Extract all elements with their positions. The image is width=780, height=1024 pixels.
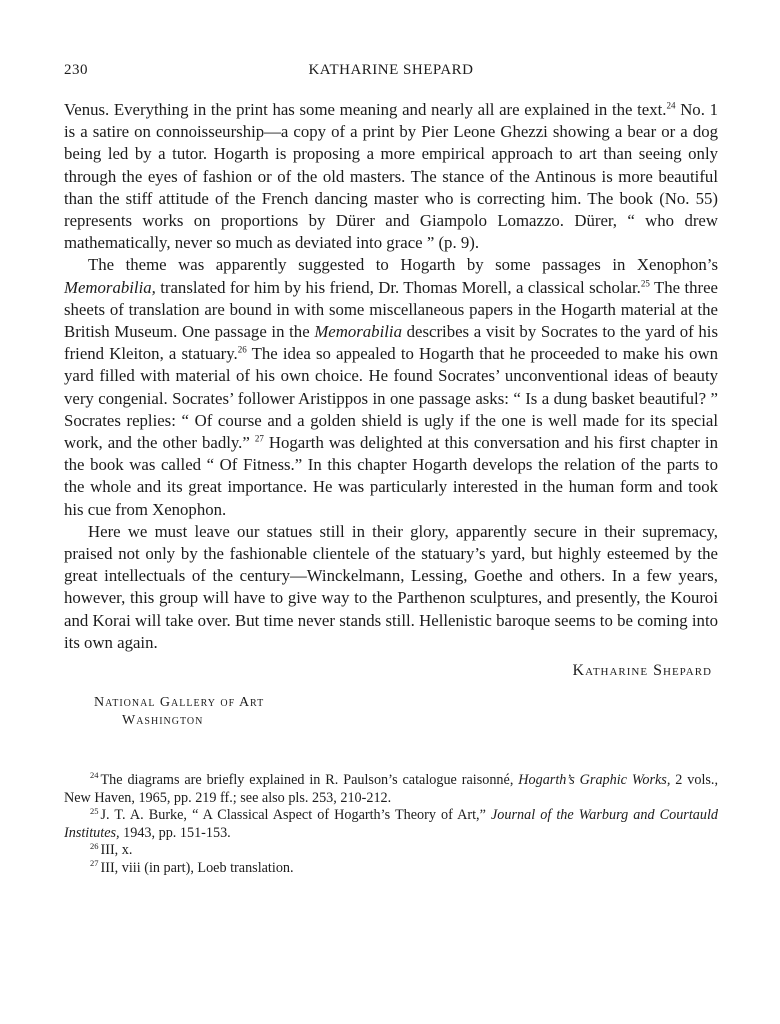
text-span: Here we must leave our statues still in their glory, apparently secure in their supremacy, praised not only by the fashionable clientele of the statuary’s yard, but highly esteemed by the great intellectuals of the century—Winckelmann, Lessing, Goethe and others. In a few years, however, this group will have to give way to the Parthenon sculptures, and presently, the Kouroi and Korai will take over. But time never stands still. Hellenistic baroque seems to be coming into its own again.	[64, 521, 718, 652]
italic-title: Hogarth’s Graphic Works,	[518, 772, 671, 789]
footnote-text: III, x.	[100, 842, 133, 859]
italic-title: Journal of the Warburg and Courtauld Institutes,	[64, 807, 718, 841]
page-number: 230	[64, 62, 88, 78]
text-span: The idea so appealed to Hogarth that he proceeded to make his own yard filled with material of his own choice. He found Socrates’ unconventional ideas of beauty very congenial. Socrates’ follower Aristippos in one passage asks: “ Is a dung basket beautiful? ” Socrates replies: “ Of course and a golden shield is ugly if the one is well made for its special work, and the other badly.”	[64, 344, 718, 453]
footnote-ref-27: 27	[254, 433, 264, 444]
text-span: No. 1 is a satire on connoisseurship—a copy of a print by Pier Leone Ghezzi showing a bear or a dog being led by a tutor. Hogarth is proposing a more empirical approach to art than seeing only through the eyes of fashion or of the old masters. The stance of the Antinous is more beautiful than the stiff attitude of the French dancing master who is correcting him. The book (No. 55) represents works on proportions by Dürer and Giampolo Lomazzo. Dürer, “ who drew mathematically, never so much as deviated into grace ” (p. 9).	[64, 100, 718, 253]
footnote-number: 24	[90, 770, 99, 781]
footnote-25	[64, 807, 718, 842]
paragraph-2	[64, 254, 718, 520]
running-head-title: KATHARINE SHEPARD	[308, 62, 474, 78]
footnote-text: J. T. A. Burke, “ A Classical Aspect of Hogarth’s Theory of Art,”	[100, 807, 491, 824]
footnote-24	[64, 772, 718, 807]
author-signature: Katharine Shepard	[572, 662, 712, 680]
italic-title: Memorabilia,	[64, 277, 156, 297]
text-span: Venus. Everything in the print has some meaning and nearly all are explained in the text.	[64, 100, 667, 119]
affiliation-city: Washington	[122, 713, 204, 729]
footnote-26	[64, 842, 718, 860]
footnote-number: 25	[90, 805, 99, 816]
running-head	[64, 62, 718, 88]
author-affiliation	[94, 694, 718, 730]
italic-title: Memorabilia	[314, 322, 402, 342]
footnotes	[64, 772, 718, 878]
footnote-ref-25: 25	[640, 278, 650, 289]
affiliation-institution: National Gallery of Art	[94, 695, 265, 711]
footnote-number: 26	[90, 840, 99, 851]
text-span: translated for him by his friend, Dr. Thomas Morell, a classical scholar.	[155, 277, 641, 297]
paragraph-1	[64, 99, 718, 254]
footnote-text: 2 vols., New Haven, 1965, pp. 219 ff.; see also pls. 253, 210-212.	[64, 772, 719, 806]
paragraph-3	[64, 521, 718, 654]
footnote-ref-24: 24	[666, 100, 676, 111]
footnote-number: 27	[90, 858, 99, 869]
article-page	[64, 62, 718, 878]
footnote-text: III, viii (in part), Loeb translation.	[100, 860, 294, 877]
text-span: Hogarth was delighted at this conversation and his first chapter in the book was called “ Of Fitness.” In this chapter Hogarth develops the relation of the parts to the whole and its great importance. He was particularly interested in the human form and took his cue from Xenophon.	[64, 433, 718, 519]
footnote-27	[64, 860, 718, 878]
text-span: The theme was apparently suggested to Hogarth by some passages in Xenophon’s	[88, 255, 718, 275]
footnote-ref-26: 26	[237, 344, 247, 355]
footnote-text: 1943, pp. 151-153.	[119, 824, 231, 841]
text-span: describes a visit by Socrates to the yard of his friend Kleiton, a statuary.	[64, 322, 718, 364]
text-span: The three sheets of translation are bound in with some miscellaneous papers in the Hogarth material at the British Museum. One passage in the	[64, 277, 718, 342]
body-text	[64, 99, 718, 654]
footnote-text: The diagrams are briefly explained in R. Paulson’s catalogue raisonné,	[100, 772, 519, 789]
